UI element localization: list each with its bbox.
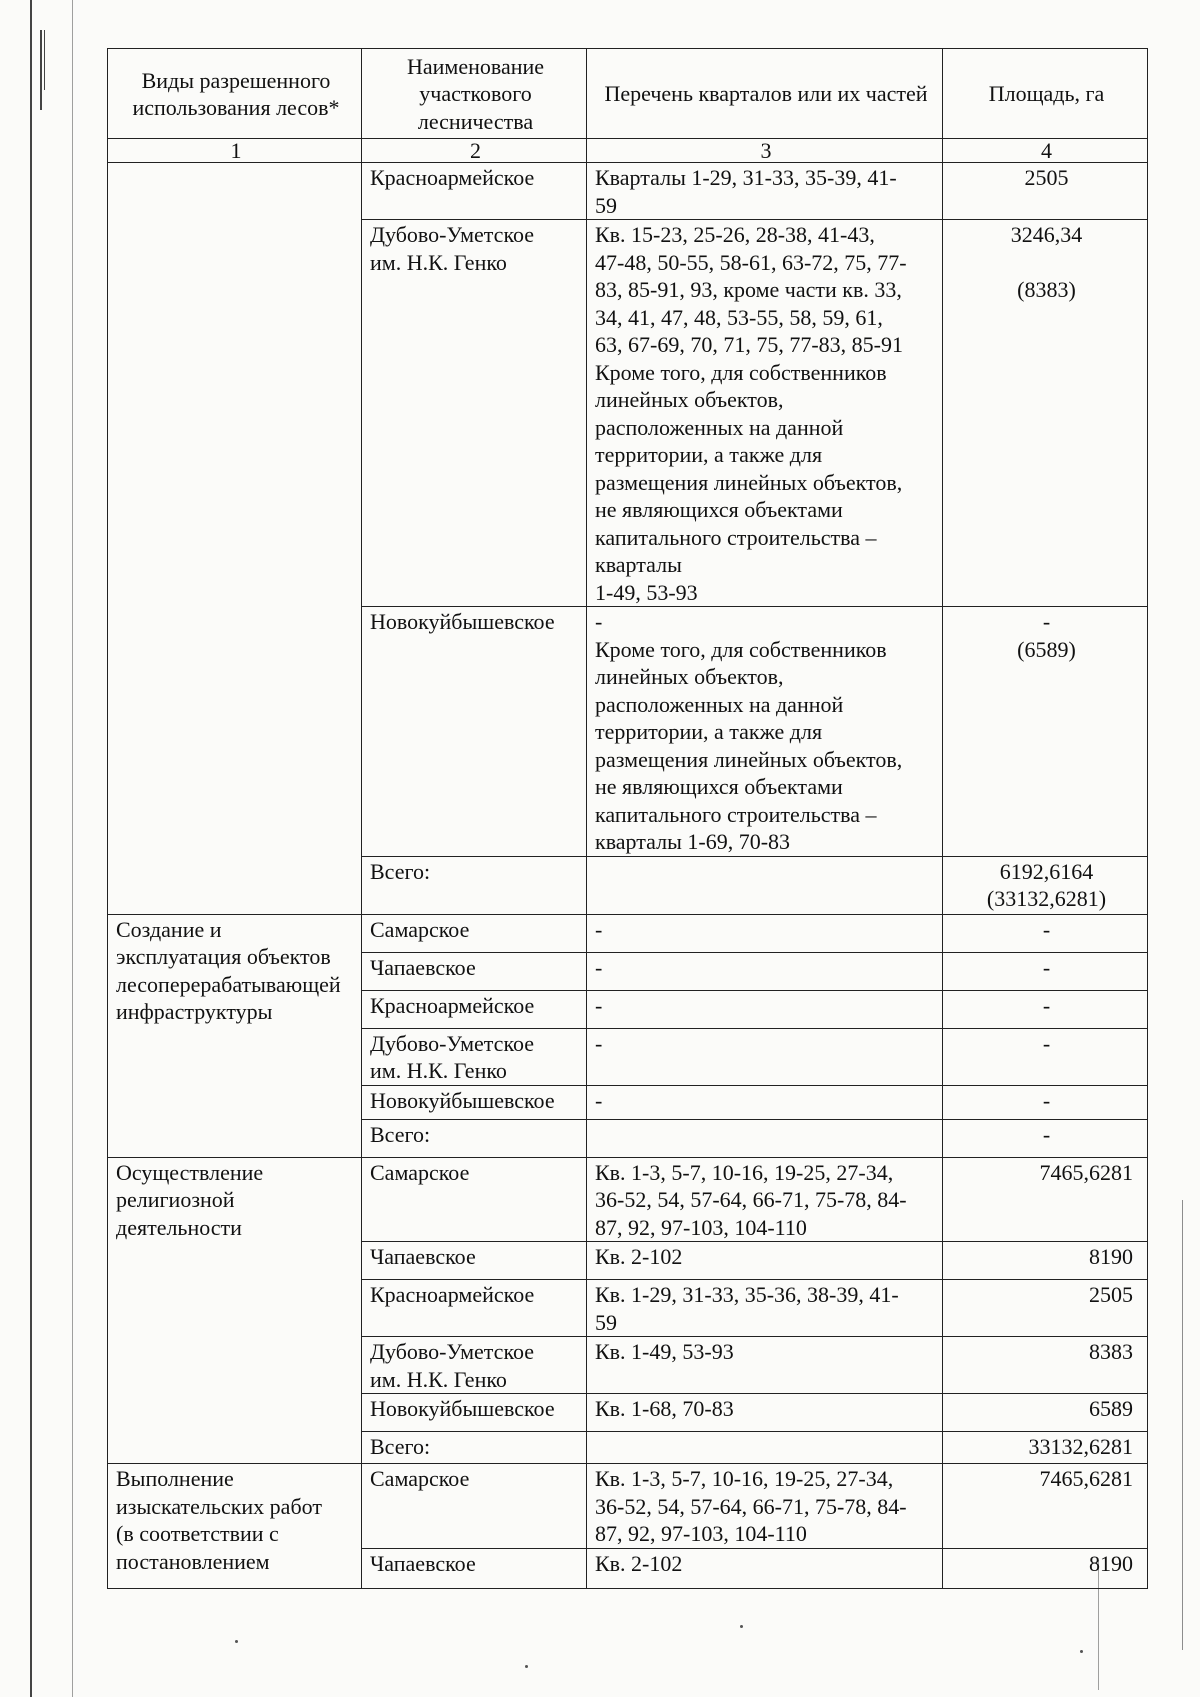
area-value: 6589 — [943, 1394, 1148, 1432]
forestry-name: Самарское — [362, 1464, 587, 1549]
scan-edge-line — [44, 30, 45, 90]
quarters-list: Кварталы 1-29, 31-33, 35-39, 41- 59 — [587, 163, 943, 220]
table-header-row — [108, 49, 1148, 139]
forestry-name: Красноармейское — [362, 990, 587, 1028]
forestry-name: Самарское — [362, 914, 587, 952]
forestry-name: Самарское — [362, 1157, 587, 1242]
forestry-name: Чапаевское — [362, 1242, 587, 1280]
quarters-list: Кв. 1-68, 70-83 — [587, 1394, 943, 1432]
scan-edge-line — [1182, 1200, 1183, 1650]
forestry-name: Новокуйбышевское — [362, 607, 587, 857]
area-value: 8383 — [943, 1337, 1148, 1394]
area-value: - — [943, 1085, 1148, 1119]
total-area-value: 33132,6281 — [943, 1432, 1148, 1464]
quarters-list: - — [587, 952, 943, 990]
forestry-name: Дубово-Уметское им. Н.К. Генко — [362, 220, 587, 607]
scan-edge-line — [72, 0, 73, 1697]
forestry-name: Красноармейское — [362, 163, 587, 220]
area-value: 2505 — [943, 1280, 1148, 1337]
quarters-list — [587, 856, 943, 914]
quarters-list: Кв. 2-102 — [587, 1548, 943, 1588]
total-label: Всего: — [362, 1432, 587, 1464]
total-label: Всего: — [362, 856, 587, 914]
quarters-list: Кв. 1-29, 31-33, 35-36, 38-39, 41- 59 — [587, 1280, 943, 1337]
scan-speck — [1080, 1650, 1083, 1653]
header-use-type: Виды разрешенного использования лесов* — [108, 49, 362, 139]
column-number: 4 — [943, 139, 1148, 163]
use-type-label: Выполнение изыскательских работ (в соответствии с постановлением — [108, 1464, 362, 1589]
area-value: 7465,6281 — [943, 1464, 1148, 1549]
forestry-name: Чапаевское — [362, 952, 587, 990]
area-value: - — [943, 1028, 1148, 1085]
quarters-list: Кв. 1-3, 5-7, 10-16, 19-25, 27-34, 36-52, 54, 57-64, 66-71, 75-78, 84- 87, 92, 97-103, 104-110 — [587, 1464, 943, 1549]
header-forestry-name: Наименование участкового лесничества — [362, 49, 587, 139]
quarters-list: Кв. 15-23, 25-26, 28-38, 41-43, 47-48, 50-55, 58-61, 63-72, 75, 77- 83, 85-91, 93, кроме части кв. 33, 34, 41, 47, 48, 53-55, 58, 59, 61, 63, 67-69, 70, 71, 75, 77-83, 85-91 Кроме того, для собственников линейных объектов, расположенных на данной территории, а также для размещения линейных объектов, не являющихся объектами капитального строительства – кварталы 1-49, 53-93 — [587, 220, 943, 607]
area-value: 8190 — [943, 1242, 1148, 1280]
quarters-list: - — [587, 914, 943, 952]
area-value: - — [943, 990, 1148, 1028]
forestry-name: Новокуйбышевское — [362, 1085, 587, 1119]
scan-edge-line — [30, 0, 32, 1697]
header-quarters-list: Перечень кварталов или их частей — [587, 49, 943, 139]
header-area: Площадь, га — [943, 49, 1148, 139]
area-value: 2505 — [943, 163, 1148, 220]
area-value: 3246,34 (8383) — [943, 220, 1148, 607]
total-area-value: - — [943, 1119, 1148, 1157]
forestry-name: Красноармейское — [362, 1280, 587, 1337]
quarters-list: Кв. 1-49, 53-93 — [587, 1337, 943, 1394]
table-row — [108, 914, 1148, 952]
area-value: 8190 — [943, 1548, 1148, 1588]
quarters-list — [587, 1119, 943, 1157]
use-type-cell-empty — [108, 163, 362, 915]
quarters-list: Кв. 2-102 — [587, 1242, 943, 1280]
table-row — [108, 163, 1148, 220]
area-value: - — [943, 914, 1148, 952]
forestry-name: Новокуйбышевское — [362, 1394, 587, 1432]
scan-speck — [235, 1640, 238, 1643]
column-number: 3 — [587, 139, 943, 163]
table-row — [108, 1464, 1148, 1549]
total-label: Всего: — [362, 1119, 587, 1157]
use-type-label: Создание и эксплуатация объектов лесоперерабатывающей инфраструктуры — [108, 914, 362, 1157]
quarters-list: - Кроме того, для собственников линейных объектов, расположенных на данной территории, а также для размещения линейных объектов, не являющихся объектами капитального строительства – кварталы 1-69, 70-83 — [587, 607, 943, 857]
area-value: - — [943, 952, 1148, 990]
quarters-list: - — [587, 990, 943, 1028]
column-number: 1 — [108, 139, 362, 163]
quarters-list — [587, 1432, 943, 1464]
scan-speck — [525, 1665, 528, 1668]
quarters-list: Кв. 1-3, 5-7, 10-16, 19-25, 27-34, 36-52, 54, 57-64, 66-71, 75-78, 84- 87, 92, 97-103, 104-110 — [587, 1157, 943, 1242]
column-number: 2 — [362, 139, 587, 163]
area-value: 7465,6281 — [943, 1157, 1148, 1242]
use-type-label: Осуществление религиозной деятельности — [108, 1157, 362, 1464]
scan-edge-line — [40, 30, 42, 110]
scan-speck — [740, 1625, 743, 1628]
area-value: - (6589) — [943, 607, 1148, 857]
forestry-name: Дубово-Уметское им. Н.К. Генко — [362, 1028, 587, 1085]
forestry-name: Дубово-Уметское им. Н.К. Генко — [362, 1337, 587, 1394]
quarters-list: - — [587, 1028, 943, 1085]
total-area-value: 6192,6164 (33132,6281) — [943, 856, 1148, 914]
quarters-list: - — [587, 1085, 943, 1119]
column-number-row — [108, 139, 1148, 163]
forestry-name: Чапаевское — [362, 1548, 587, 1588]
forest-use-table — [107, 48, 1148, 1589]
table-row — [108, 1157, 1148, 1242]
